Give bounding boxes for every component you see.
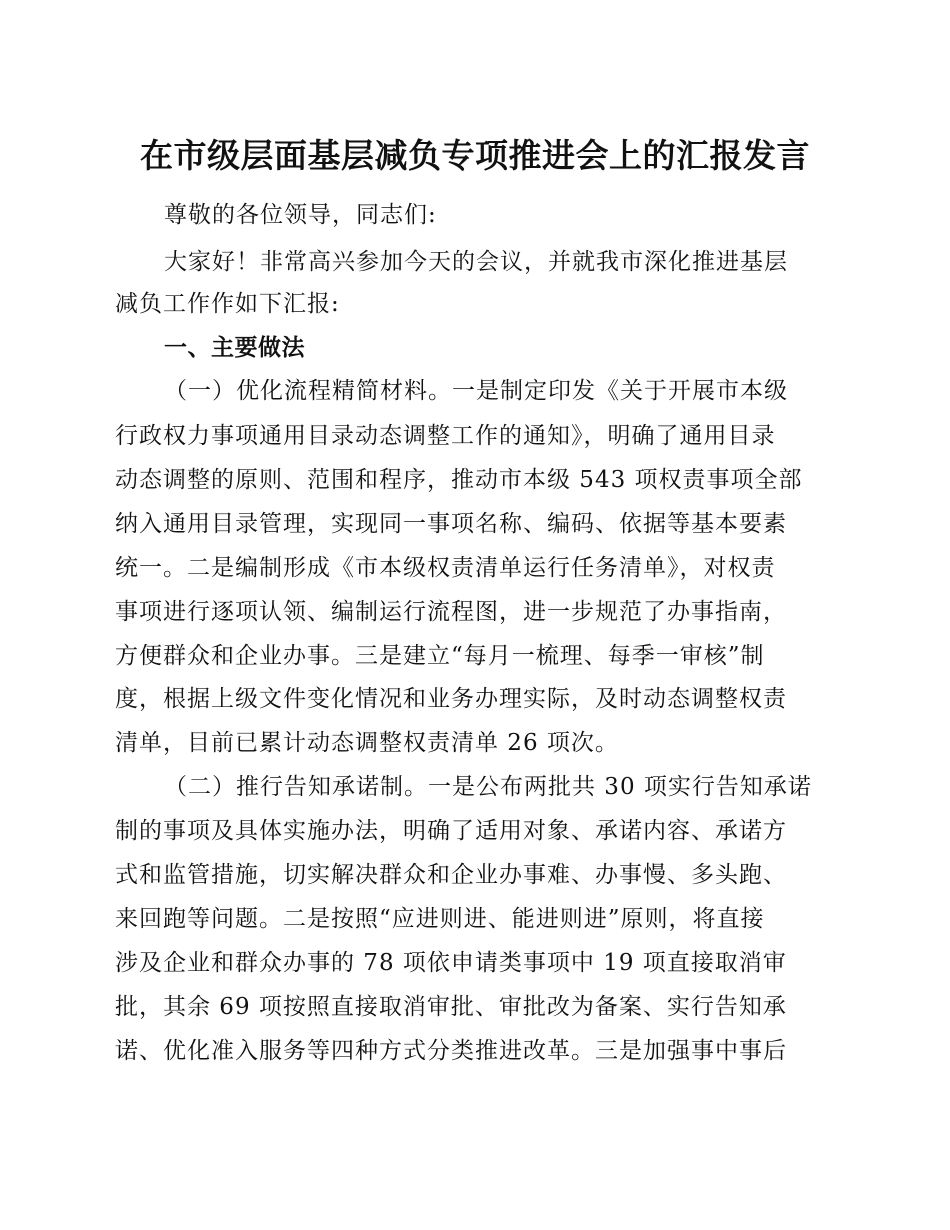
paragraph-line: 涉及企业和群众办事的 78 项依申请类事项中 19 项直接取消审 (115, 950, 787, 976)
section-heading: 一、主要做法 (164, 335, 305, 361)
paragraph-line: 式和监管措施，切实解决群众和企业办事难、办事慢、多头跑、 (115, 862, 787, 888)
salutation-line: 尊敬的各位领导，同志们: (164, 202, 437, 228)
paragraph-line: 方便群众和企业办事。三是建立“每月一梳理、每季一审核”制 (115, 643, 765, 669)
paragraph-line: 大家好！非常高兴参加今天的会议，并就我市深化推进基层 (164, 249, 788, 275)
paragraph-line: 事项进行逐项认领、编制运行流程图，进一步规范了办事指南， (115, 599, 787, 625)
paragraph-line: 批，其余 69 项按照直接取消审批、审批改为备案、实行告知承 (115, 994, 787, 1020)
paragraph-line: 纳入通用目录管理，实现同一事项名称、编码、依据等基本要素 (115, 511, 787, 537)
paragraph-line: 统一。二是编制形成《市本级权责清单运行任务清单》，对权责 (115, 555, 776, 581)
paragraph-line: 减负工作作如下汇报: (115, 291, 340, 317)
paragraph-line: 度，根据上级文件变化情况和业务办理实际，及时动态调整权责 (115, 686, 787, 712)
document-title: 在市级层面基层减负专项推进会上的汇报发言 (140, 136, 810, 175)
paragraph-line: 来回跑等问题。二是按照“应进则进、能进则进”原则，将直接 (115, 906, 765, 932)
paragraph-line: 清单，目前已累计动态调整权责清单 26 项次。 (115, 730, 619, 756)
paragraph-line: （二）推行告知承诺制。一是公布两批共 30 项实行告知承诺 (164, 774, 812, 800)
paragraph-line: 行政权力事项通用目录动态调整工作的通知》，明确了通用目录 (115, 423, 776, 449)
paragraph-line: 诺、优化准入服务等四种方式分类推进改革。三是加强事中事后 (115, 1038, 787, 1064)
paragraph-line: 制的事项及具体实施办法，明确了适用对象、承诺内容、承诺方 (115, 818, 787, 844)
paragraph-line: 动态调整的原则、范围和程序，推动市本级 543 项权责事项全部 (115, 467, 803, 493)
paragraph-line: （一）优化流程精简材料。一是制定印发《关于开展市本级 (164, 378, 788, 404)
